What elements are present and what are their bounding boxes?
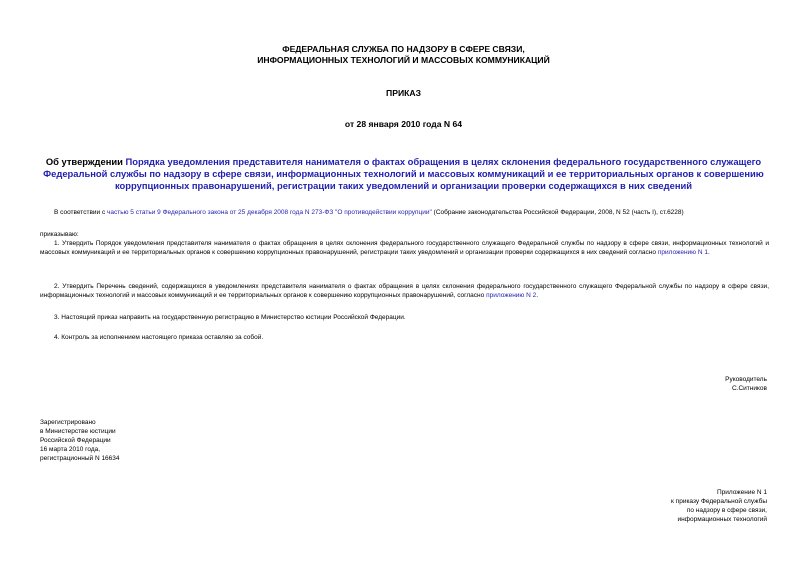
- item-2-end: .: [536, 292, 539, 299]
- appendix-line-3: по надзору в сфере связи,: [686, 507, 767, 514]
- signature-position: Руководитель: [725, 376, 767, 383]
- appendix-line-2: к приказу Федеральной службы: [671, 498, 767, 505]
- preamble-law-link[interactable]: частью 5 статьи 9 Федерального закона от 25 декабря 2008 года N 273-ФЗ "О противодействии коррупции": [107, 209, 432, 216]
- appendix-line-4: информационных технологий: [677, 516, 767, 523]
- item-2-text: 2. Утвердить Перечень сведений, содержащихся в уведомлениях представителя нанимателя о фактах обращения в целях склонения федерального государственного служащего Федеральной службы по надзору в сфере связи, информационных технологий и массовых коммуникаций и ее территориальных органов к совершению коррупционных правонарушений, согласно: [40, 283, 769, 299]
- appendix-line-1: Приложение N 1: [716, 489, 767, 496]
- item-1-text: 1. Утвердить Порядок уведомления представителя нанимателя о фактах обращения в целях склонения федерального государственного служащего Федеральной службы по надзору в сфере связи, информационных технологий и массовых коммуникаций и ее территориальных органов к совершению коррупционных правонарушений, регистрации таких уведомлений и организации проверки содержащихся в них сведений согласно: [40, 240, 769, 256]
- agency-line-2: ИНФОРМАЦИОННЫХ ТЕХНОЛОГИЙ И МАССОВЫХ КОММУНИКАЦИЙ: [257, 55, 550, 65]
- item-1: [40, 239, 769, 257]
- appendix-1-link[interactable]: приложению N 1: [657, 249, 708, 256]
- item-2: [40, 282, 769, 300]
- preamble-text-after: (Собрание законодательства Российской Федерации, 2008, N 52 (часть I), ст.6228): [431, 209, 684, 216]
- registration-line-5: регистрационный N 16634: [40, 455, 120, 462]
- title-prefix: Об утверждении: [45, 156, 126, 167]
- agency-line-1: ФЕДЕРАЛЬНАЯ СЛУЖБА ПО НАДЗОРУ В СФЕРЕ СВЯЗИ,: [282, 44, 525, 54]
- registration-line-3: Российской Федерации: [40, 437, 111, 444]
- preamble: [40, 208, 769, 217]
- registration-line-2: в Министерстве юстиции: [40, 428, 116, 435]
- item-3: 3. Настоящий приказ направить на государственную регистрацию в Министерство юстиции Российской Федерации.: [54, 314, 406, 321]
- document-title: [40, 156, 767, 192]
- title-link[interactable]: Порядка уведомления представителя нанимателя о фактах обращения в целях склонения федерального государственного служащего Федеральной службы по надзору в сфере связи, информационных технологий и массовых коммуникаций и ее территориальных органов к совершению коррупционных правонарушений, регистрации таких уведомлений и организации проверки содержащихся в них сведений: [43, 156, 764, 191]
- item-1-end: .: [707, 249, 710, 256]
- order-word: приказываю:: [40, 231, 79, 238]
- registration-line-4: 16 марта 2010 года,: [40, 446, 101, 453]
- registration-line-1: Зарегистрировано: [40, 419, 96, 426]
- signature-name: С.Ситников: [731, 385, 767, 392]
- registration-block: [40, 418, 120, 463]
- item-4: 4. Контроль за исполнением настоящего приказа оставляю за собой.: [54, 334, 264, 341]
- appendix-2-link[interactable]: приложению N 2: [486, 292, 537, 299]
- preamble-text-before: В соответствии с: [54, 209, 108, 216]
- document-date-number: от 28 января 2010 года N 64: [344, 119, 463, 129]
- appendix-block: [671, 488, 767, 524]
- signature-block: [725, 375, 767, 393]
- document-type: ПРИКАЗ: [386, 88, 421, 98]
